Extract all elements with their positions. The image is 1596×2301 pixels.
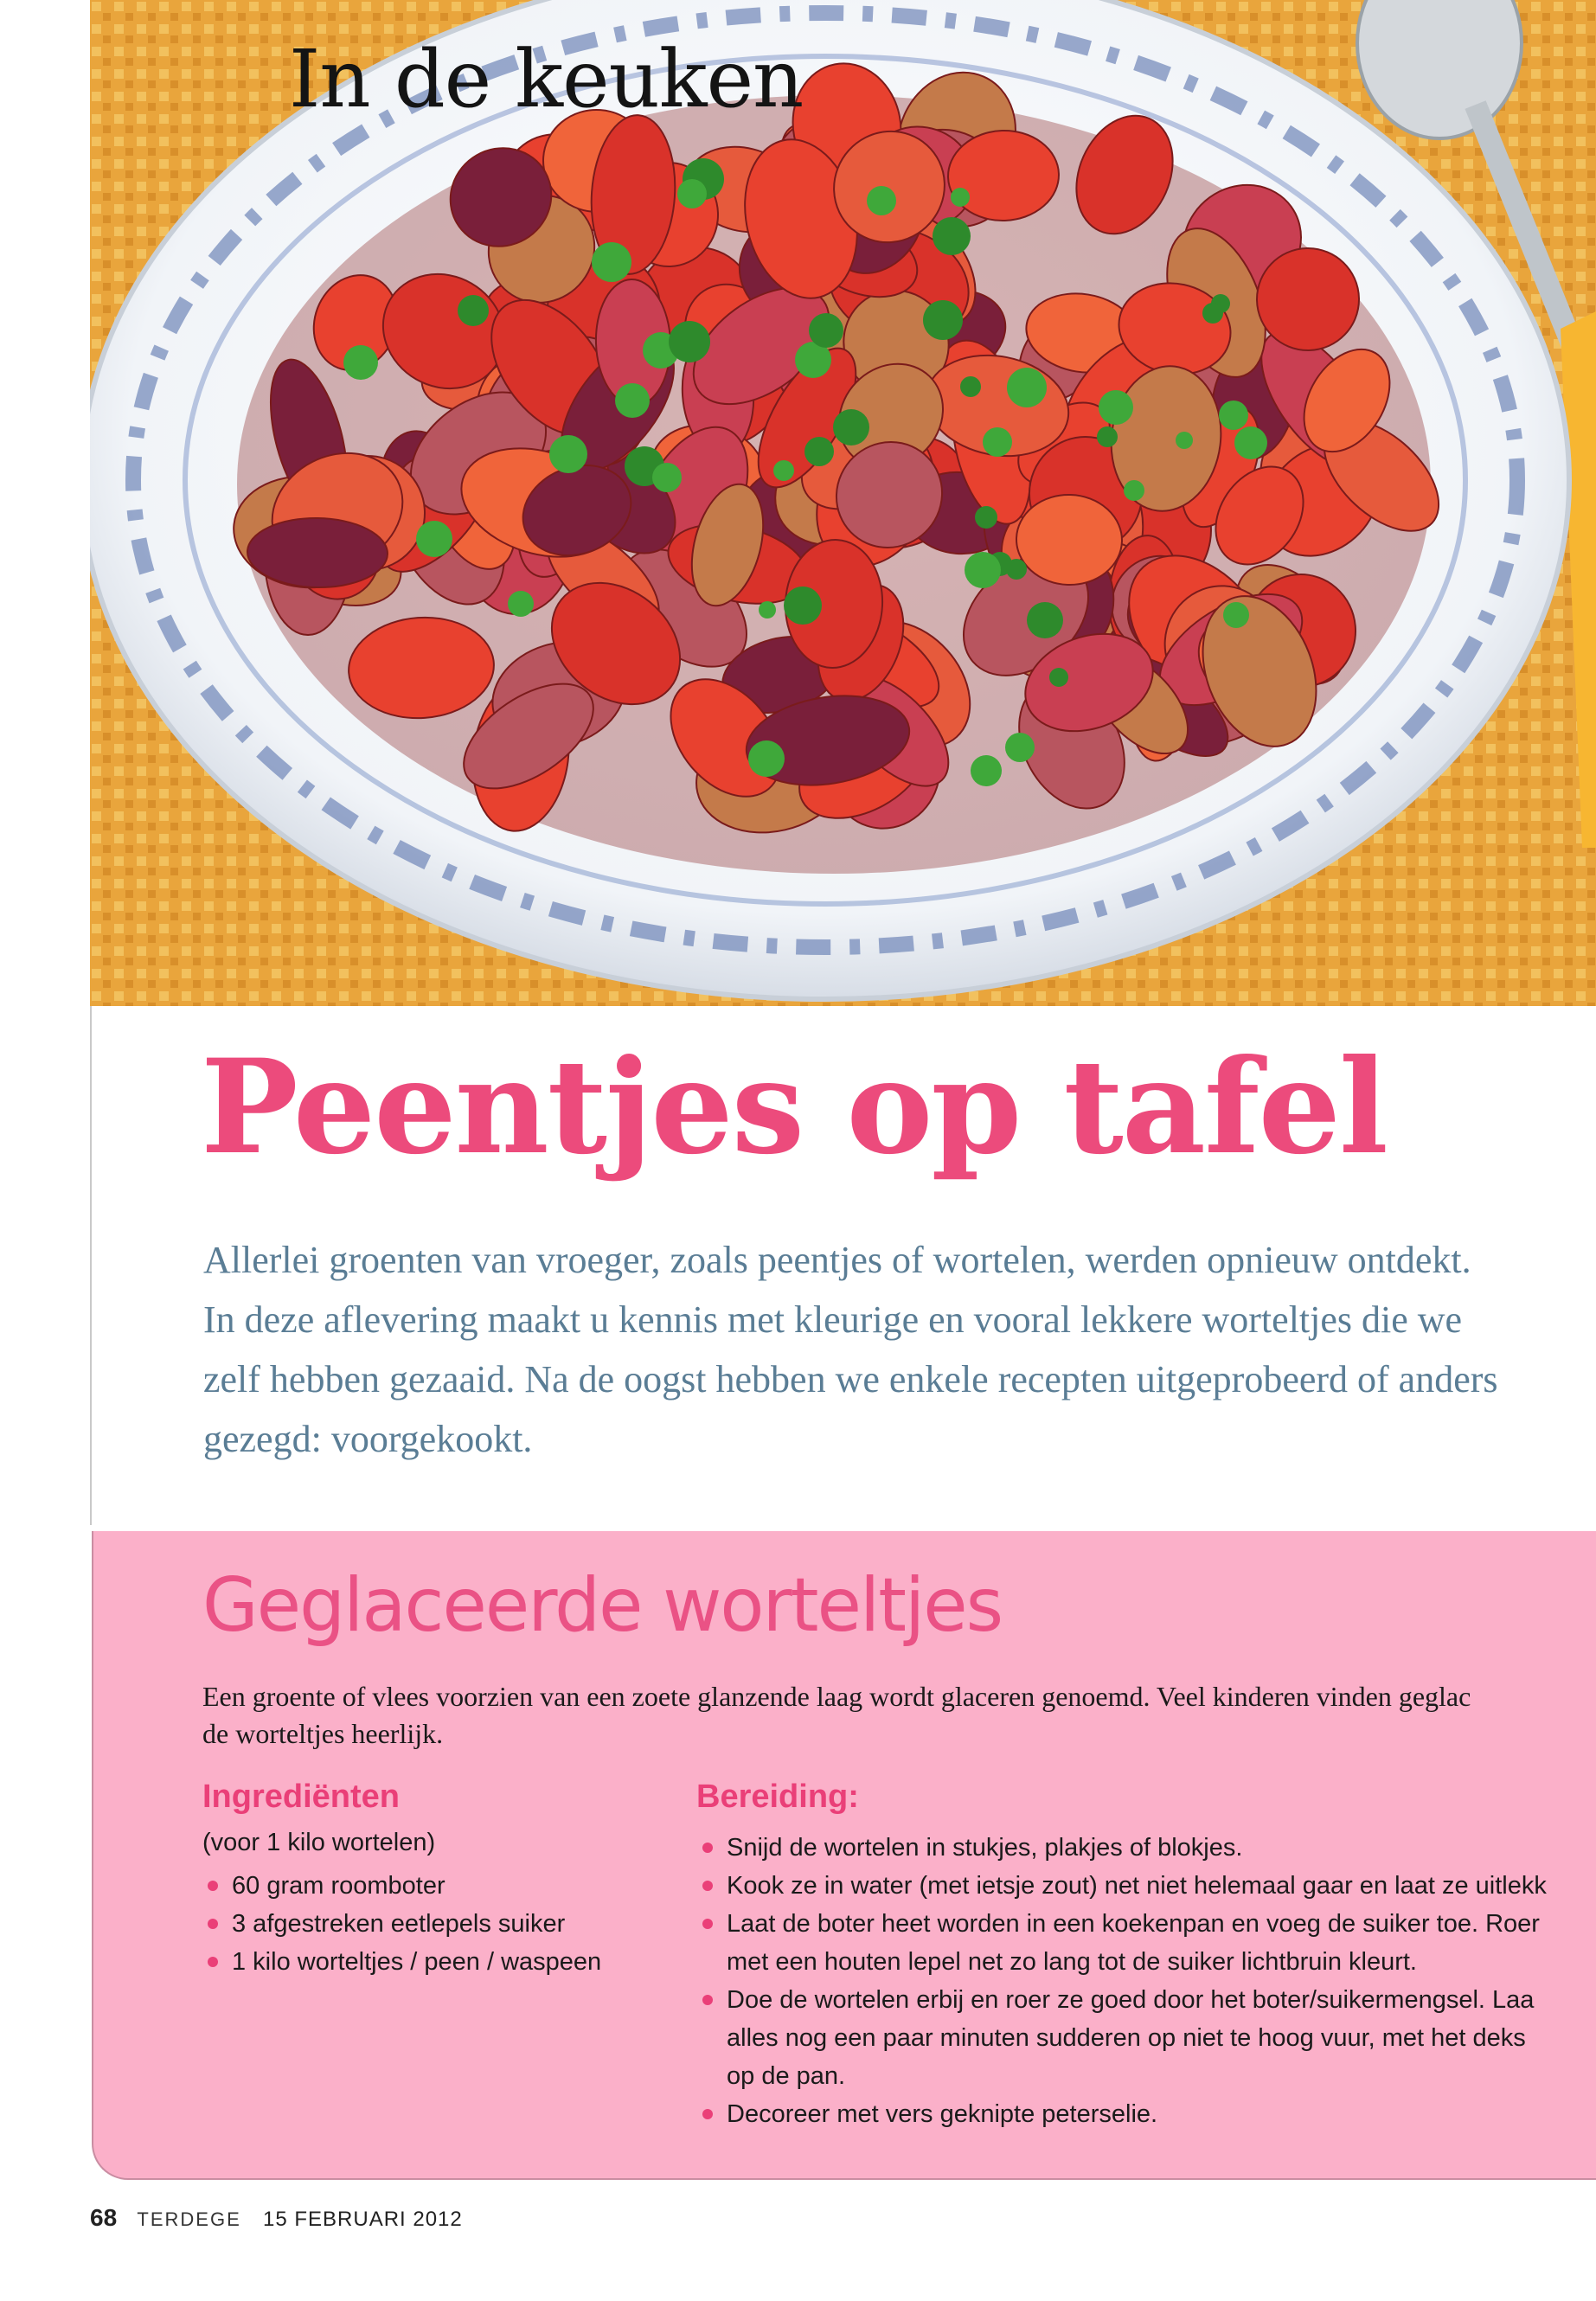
parsley-leaf [1005, 733, 1035, 762]
parsley-leaf [1099, 390, 1133, 425]
ingredient-text: 3 afgestreken eetlepels suiker [232, 1910, 566, 1938]
parsley-leaf [677, 179, 707, 208]
parsley-leaf [759, 601, 776, 619]
intro-line: In deze aflevering maakt u kennis met kleurige en vooral lekkere worteltjes die we [203, 1298, 1463, 1341]
intro-line: zelf hebben gezaaid. Na de oogst hebben we enkele recepten uitgeprobeerd of anders [203, 1358, 1498, 1400]
step-item [699, 1829, 1547, 1867]
intro-line: Allerlei groenten van vroeger, zoals peentjes of wortelen, werden opnieuw ontdekt. [203, 1239, 1471, 1281]
ingredient-text: 60 gram roomboter [232, 1872, 445, 1900]
step-text: Decoreer met vers geknipte peterselie. [727, 2100, 1158, 2128]
step-text: Doe de wortelen erbij en roer ze goed door het boter/suikermengsel. Laa [727, 1986, 1535, 2014]
parsley-leaf [1007, 368, 1047, 407]
intro-paragraph [203, 1230, 1596, 1469]
page-number: 68 [90, 2204, 118, 2231]
recipe-intro [202, 1678, 1596, 1753]
parsley-leaf [804, 437, 834, 466]
parsley-leaf [669, 321, 710, 362]
parsley-leaf [549, 435, 587, 473]
step-text: Laat de boter heet worden in een koekenpan en voeg de suiker toe. Roer [727, 1910, 1540, 1938]
parsley-leaf [833, 409, 869, 445]
parsley-leaf [971, 755, 1002, 786]
intro-line: gezegd: voorgekookt. [203, 1418, 533, 1460]
ingredient-item [204, 1867, 601, 1905]
parsley-leaf [1097, 426, 1118, 447]
parsley-leaf [983, 427, 1012, 457]
recipe-intro-line: Een groente of vlees voorzien van een zoete glanzende laag wordt glaceren genoemd. Veel kinderen vinden geglac [202, 1681, 1471, 1712]
parsley-leaf [1223, 602, 1249, 628]
parsley-leaf [1006, 559, 1027, 580]
parsley-leaf [458, 295, 489, 326]
parsley-leaf [1234, 426, 1267, 459]
ingredient-text: 1 kilo worteltjes / peen / waspeen [232, 1948, 602, 1976]
parsley-leaf [1176, 432, 1193, 449]
headline: Peentjes op tafel [201, 1031, 1387, 1183]
step-item [699, 2095, 1547, 2133]
recipe-intro-line: de worteltjes heerlijk. [202, 1718, 444, 1749]
ingredient-item [204, 1905, 601, 1943]
parsley-leaf [592, 242, 631, 282]
parsley-leaf [416, 521, 452, 557]
step-text: Kook ze in water (met ietsje zout) net niet helemaal gaar en laat ze uitlekk [727, 1872, 1547, 1900]
ingredient-item [204, 1943, 601, 1981]
parsley-leaf [867, 186, 896, 215]
page-footer [90, 2204, 463, 2232]
step-text: met een houten lepel net zo lang tot de suiker lichtbruin kleurt. [727, 1948, 1417, 1976]
page-edge-line [90, 1006, 92, 1525]
recipe-panel [92, 1531, 1596, 2180]
parsley-leaf [933, 217, 971, 255]
parsley-leaf [748, 740, 785, 777]
parsley-leaf [1027, 602, 1063, 638]
step-item [699, 1905, 1547, 1981]
carrot-dish-illustration [90, 0, 1596, 1006]
ingredients-note: (voor 1 kilo wortelen) [202, 1829, 436, 1856]
preparation-steps [699, 1829, 1547, 2133]
step-text: alles nog een paar minuten sudderen op niet te hoog vuur, met het deks [727, 2024, 1526, 2052]
parsley-leaf [960, 376, 981, 397]
parsley-leaf [773, 460, 794, 481]
issue-date: 15 FEBRUARI 2012 [262, 2208, 463, 2231]
preparation-heading: Bereiding: [696, 1779, 859, 1815]
parsley-leaf [809, 313, 843, 348]
step-text: Snijd de wortelen in stukjes, plakjes of blokjes. [727, 1834, 1243, 1862]
parsley-leaf [1049, 668, 1068, 687]
parsley-leaf [652, 463, 682, 492]
recipe-title: Geglaceerde worteltjes [202, 1562, 1003, 1649]
parsley-leaf [975, 506, 997, 529]
parsley-leaf [951, 188, 970, 207]
parsley-leaf [923, 300, 963, 340]
step-item [699, 1981, 1547, 2095]
parsley-leaf [965, 552, 1001, 588]
parsley-leaf [784, 586, 822, 625]
hero-photo [90, 0, 1596, 1006]
ingredients-list [204, 1867, 601, 1981]
step-item [699, 1867, 1547, 1905]
parsley-leaf [508, 591, 534, 617]
parsley-leaf [1219, 401, 1248, 430]
parsley-leaf [343, 345, 378, 380]
parsley-leaf [1202, 303, 1223, 324]
step-text: op de pan. [727, 2062, 846, 2090]
magazine-name: TERDEGE [137, 2208, 241, 2230]
section-label: In de keuken [289, 33, 804, 125]
ingredients-heading: Ingrediënten [202, 1779, 401, 1815]
parsley-leaf [1124, 480, 1144, 501]
parsley-leaf [615, 383, 650, 418]
